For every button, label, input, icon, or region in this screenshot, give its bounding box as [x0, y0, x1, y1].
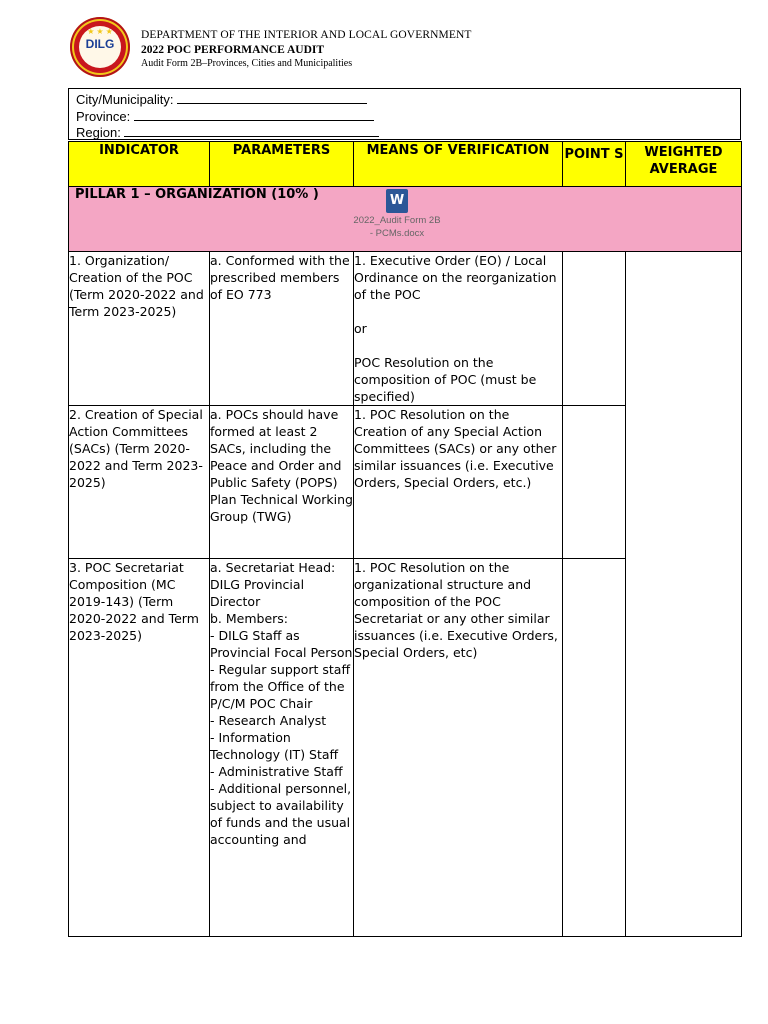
region-field	[76, 124, 379, 140]
region-label: Region:	[76, 125, 121, 140]
indicator-cell: 1. Organization/ Creation of the POC (Term 2020-2022 and Term 2023-2025)	[69, 252, 210, 406]
city-field	[76, 91, 367, 107]
location-info-box	[68, 88, 741, 140]
word-document-icon: W	[386, 189, 408, 213]
verification-cell: 1. POC Resolution on the Creation of any Special Action Committees (SACs) or any other similar issuances (i.e. Executive Orders, Special Orders, etc.)	[354, 406, 563, 559]
dilg-logo	[70, 17, 130, 77]
logo-text: DILG	[85, 37, 115, 51]
city-blank[interactable]	[177, 91, 367, 104]
parameters-cell: a. Conformed with the prescribed members of EO 773	[210, 252, 354, 406]
table-row	[69, 252, 742, 406]
attachment-name-line1: 2022_Audit Form 2B	[353, 215, 441, 226]
points-cell[interactable]	[563, 406, 626, 559]
header-points: POINT S	[563, 142, 626, 187]
table-header-row	[69, 142, 742, 187]
header-indicator: INDICATOR	[69, 142, 210, 187]
audit-title: 2022 POC PERFORMANCE AUDIT	[141, 43, 325, 56]
weighted-average-cell[interactable]	[626, 252, 742, 937]
province-blank[interactable]	[134, 108, 374, 121]
document-header	[141, 28, 471, 72]
header-weighted-average: WEIGHTED AVERAGE	[626, 142, 742, 187]
pillar-row	[69, 187, 742, 252]
city-label: City/Municipality:	[76, 92, 174, 107]
verification-cell: 1. POC Resolution on the organizational structure and composition of the POC Secretariat or any other similar issuances (i.e. Executive Orders, Special Orders, etc)	[354, 559, 563, 937]
province-label: Province:	[76, 109, 131, 124]
pillar-cell	[69, 187, 742, 252]
embedded-attachment[interactable]	[317, 189, 477, 239]
parameters-cell: a. Secretariat Head: DILG Provincial Director b. Members: - DILG Staff as Provincial Focal Person - Regular support staff from the Office of the P/C/M POC Chair - Research Analyst - Information Technology (IT) Staff - Administrative Staff - Additional personnel, subject to availability of funds and the usual accounting and	[210, 559, 354, 937]
indicator-cell: 2. Creation of Special Action Committees (SACs) (Term 2020-2022 and Term 2023-2025)	[69, 406, 210, 559]
indicator-cell: 3. POC Secretariat Composition (MC 2019-143) (Term 2020-2022 and Term 2023-2025)	[69, 559, 210, 937]
parameters-cell: a. POCs should have formed at least 2 SACs, including the Peace and Order and Public Safety (POPS) Plan Technical Working Group (TWG)	[210, 406, 354, 559]
pillar-title: PILLAR 1 – ORGANIZATION (10% )	[75, 187, 319, 202]
attachment-name-line2: - PCMs.docx	[369, 228, 425, 239]
header-parameters: PARAMETERS	[210, 142, 354, 187]
logo-stars: ★ ★ ★	[87, 27, 113, 36]
form-title: Audit Form 2B–Provinces, Cities and Municipalities	[141, 58, 353, 69]
region-blank[interactable]	[124, 124, 379, 137]
points-cell[interactable]	[563, 252, 626, 406]
header-means-of-verification: MEANS OF VERIFICATION	[354, 142, 563, 187]
points-cell[interactable]	[563, 559, 626, 937]
department-name: DEPARTMENT OF THE INTERIOR AND LOCAL GOVERNMENT	[141, 29, 472, 41]
audit-table	[68, 141, 742, 937]
verification-cell: 1. Executive Order (EO) / Local Ordinance on the reorganization of the POC or POC Resolution on the composition of POC (must be specified)	[354, 252, 563, 406]
province-field	[76, 108, 374, 124]
